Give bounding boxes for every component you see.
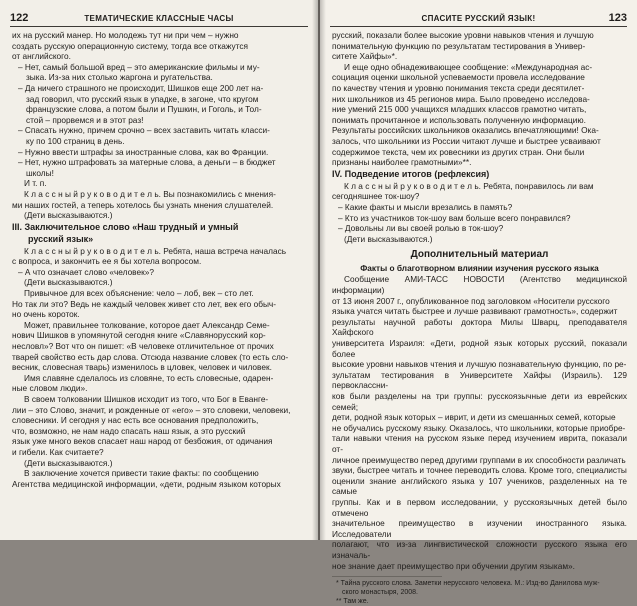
text-line: но очень короток. — [12, 309, 80, 320]
text-line: ми наших гостей, а теперь хотелось бы узнать мнения слушателей. — [12, 199, 274, 210]
book-gutter-shadow — [312, 0, 326, 540]
text-line: французские слова, а потом были и Пушкин, и Гоголь, и Тол- — [26, 104, 262, 115]
text-line: понимать прочитанное и использовать полученную информацию. — [332, 114, 586, 125]
text-line: признаны наиболее грамотными»**. — [332, 157, 472, 168]
text-line: результаты научной работы доктора Милы Шварц, преподавателя Хайфского — [332, 316, 627, 338]
text-line: В заключение хочется привести такие факты: по сообщению — [24, 468, 259, 479]
text-line: нович Шишков в упомянутой сегодня книге «Славянорусский кор- — [12, 330, 266, 341]
text-line: от английского. — [12, 51, 71, 62]
text-line: Может, правильнее толкование, которое дает Александр Семе- — [24, 319, 270, 330]
text-line: несловл»? Вот что он пишет: «В человеке отличительное от прочих — [12, 341, 274, 352]
text-line: залось, что школьники из России читают лучше и быстрее усваивают — [332, 135, 601, 146]
text-line: зультатам тестирования в Университете Хайфы (Израиль). 129 первоклассни- — [332, 369, 627, 391]
text-line: IV. Подведение итогов (рефлексия) — [332, 168, 490, 179]
text-line: сегодняшнее ток-шоу? — [332, 191, 420, 202]
text-line: лии – это Слово, значит, и рожденные от «его» – это словеки, человеки, — [12, 404, 291, 415]
text-line: (Дети высказываются.) — [344, 233, 433, 244]
text-line: ные словом люди». — [12, 383, 88, 394]
text-line: стой – прорвемся и в этот раз! — [26, 114, 144, 125]
text-line: университета Израиля: «Дети, родной язык которых русский, показали более — [332, 338, 627, 359]
text-line: тали навыки чтения на русском языке перед изучением иврита, показали от- — [332, 433, 627, 454]
left-page-text — [12, 30, 308, 489]
text-line: III. Заключительное слово «Наш трудный и умный — [12, 221, 239, 232]
text-line: И т. п. — [24, 178, 47, 189]
text-line: от 13 июня 2007 г., опубликованное под заголовком «Носители русского — [332, 295, 610, 306]
text-line: В своем толковании Шишков исходит из того, что Бог в Еванге- — [24, 394, 269, 404]
text-line: зыка. Из-за них столько жаргона и ругательства. — [26, 72, 213, 83]
page-number: 122 — [10, 12, 29, 24]
text-line: Привычное для всех объяснение: чело – лоб, век – сто лет. — [24, 288, 254, 299]
text-line: тварей свойство есть дар слова. Отсюда название словек (то есть сло- — [12, 351, 289, 362]
text-line: по качеству чтения и уровню понимания текста среди десятилет- — [332, 82, 585, 93]
text-line: К л а с с н ы й р у к о в о д и т е л ь. Ребята, наша встреча началась — [24, 245, 287, 256]
text-line: них школьников из 45 регионов мира. Было проведено исследова- — [332, 93, 590, 104]
text-line: языка учатся читать быстрее и лучше развивают грамотность», содержит — [332, 306, 618, 317]
text-line: оценили знание английского языка у 107 учеников, разделенных на те самые — [332, 475, 627, 497]
text-line: ков были разделены на три группы: русскоязычные дети из еврейских семей; — [332, 391, 627, 412]
text-line: с вопроса, и закончить ее я бы хотела вопросом. — [12, 256, 202, 267]
text-line: зад говорил, что русский язык в упадке, в загоне, что кругом — [26, 93, 259, 104]
text-line: И еще одно обнадеживающее сообщение: «Международная ас- — [344, 61, 593, 72]
text-line: русский, показали более высокие уровни навыков чтения и лучшую — [332, 30, 594, 40]
right-page-header — [330, 8, 627, 27]
text-line: – Нет, нужно штрафовать за матерные слова, а деньги – в бюджет — [18, 157, 276, 168]
right-page — [320, 0, 637, 606]
text-line: Дополнительный материал — [410, 249, 549, 261]
text-line: содержимое текста, чем их ровесники из других стран. Они были — [332, 146, 585, 157]
footnote: ского монастыря, 2008. — [342, 589, 418, 597]
text-line: – Да ничего страшного не происходит, Шишков еще 200 лет на- — [18, 82, 264, 93]
text-line: что, возможно, не нам надо спасать наш язык, а это русский — [12, 425, 246, 436]
text-line: школы! — [26, 167, 54, 178]
text-line: Агентства медицинской информации, «дети, родным языком которых — [12, 478, 281, 489]
text-line: группы. Как и в первом исследовании, у русскоязычных детей было отмечено — [332, 496, 627, 518]
right-page-text — [332, 30, 627, 606]
text-line: личное преимущество перед другими группами в их способности различать — [332, 454, 626, 465]
text-line: ние умений 215 000 учащихся младших классов грамотно читать, — [332, 104, 587, 115]
text-line: не обучались русскому языку. Оказалось, что школьники, которые приобре- — [332, 422, 626, 433]
running-title: СПАСИТЕ РУССКИЙ ЯЗЫК! — [421, 14, 536, 23]
text-line: Но так ли это? Ведь не каждый человек живет сто лет, век его обыч- — [12, 298, 277, 309]
text-line: – Кто из участников ток-шоу вам больше всего понравился? — [338, 212, 571, 223]
text-line: К л а с с н ы й р у к о в о д и т е л ь. Вы познакомились с мнения- — [24, 188, 276, 199]
text-line: К л а с с н ы й р у к о в о д и т е л ь. Ребята, понравилось ли вам — [344, 180, 594, 191]
text-line: полагают, что из-за лингвистической сложности русского языка его изначаль- — [332, 539, 627, 560]
footnote: * Тайна русского слова. Заметки нерусского человека. М.: Изд-во Данилова муж- — [336, 580, 600, 588]
running-title: ТЕМАТИЧЕСКИЕ КЛАССНЫЕ ЧАСЫ — [84, 14, 234, 23]
text-line: – Какие факты и мысли врезались в память? — [338, 201, 513, 212]
left-page-header — [10, 8, 308, 27]
text-line: Факты о благотворном влиянии изучения русского языка — [360, 262, 599, 273]
text-line: Результаты российских школьников оказались впечатляющими! Ока- — [332, 125, 599, 136]
text-line: ку по 100 страниц в день. — [26, 135, 125, 146]
text-line: – Нет, самый большой вред – это американские фильмы и му- — [18, 61, 260, 72]
text-line: Сообщение АМИ-ТАСС НОВОСТИ (Агентство медицинской информации) — [332, 274, 627, 296]
text-line: значительное преимущество в изучении иностранного языка. Исследователи — [332, 518, 627, 539]
text-line: словесники. И сегодня у нас есть все основания предположить, — [12, 415, 259, 426]
text-line: – А что означает слово «человек»? — [18, 266, 154, 277]
text-line: создать русскую операционную систему, тогда все откажутся — [12, 40, 249, 51]
text-line: высокие уровни навыков чтения и лучшую познавательную функцию, по ре- — [332, 359, 627, 370]
text-line: понимательную функцию по результатам тестирования в Универ- — [332, 40, 586, 51]
text-line: ное знание дает преимущество при обучении другим языкам». — [332, 560, 575, 571]
text-line: Имя славяне сделалось из словяне, то есть словесные, одарен- — [24, 372, 274, 383]
text-line: русский язык» — [28, 233, 94, 244]
text-line: (Дети высказываются.) — [24, 210, 113, 221]
text-line: – Довольны ли вы своей ролью в ток-шоу? — [338, 223, 504, 234]
text-line: весник, словесная тварь) изменилось в цловек, человек и чиловек. — [12, 362, 272, 373]
text-line: (Дети высказываются.) — [24, 457, 113, 468]
text-line: ситете Хайфы»*. — [332, 51, 398, 62]
text-line: звуки, быстрее читать и точнее переводить слова. Кроме того, специалисты — [332, 465, 627, 476]
text-line: и гибели. Как считаете? — [12, 446, 104, 457]
left-page — [0, 0, 318, 540]
text-line: – Нужно ввести штрафы за иностранные слова, как во Франции. — [18, 146, 269, 157]
footnote: ** Там же. — [336, 598, 369, 606]
text-line: – Спасать нужно, причем срочно – всех заставить читать класси- — [18, 125, 270, 136]
text-line: язык уже много веков спасает наш народ от безбожия, от одичания — [12, 436, 273, 447]
page-number: 123 — [608, 12, 627, 24]
text-line: их на русский манер. Но молодежь тут ни при чем – нужно — [12, 30, 239, 40]
text-line: дети, родной язык которых – иврит, и дети из смешанных семей, которые — [332, 412, 616, 423]
text-line: социация оценки школьной успеваемости провела исследование — [332, 72, 585, 83]
text-line: (Дети высказываются.) — [24, 277, 113, 288]
